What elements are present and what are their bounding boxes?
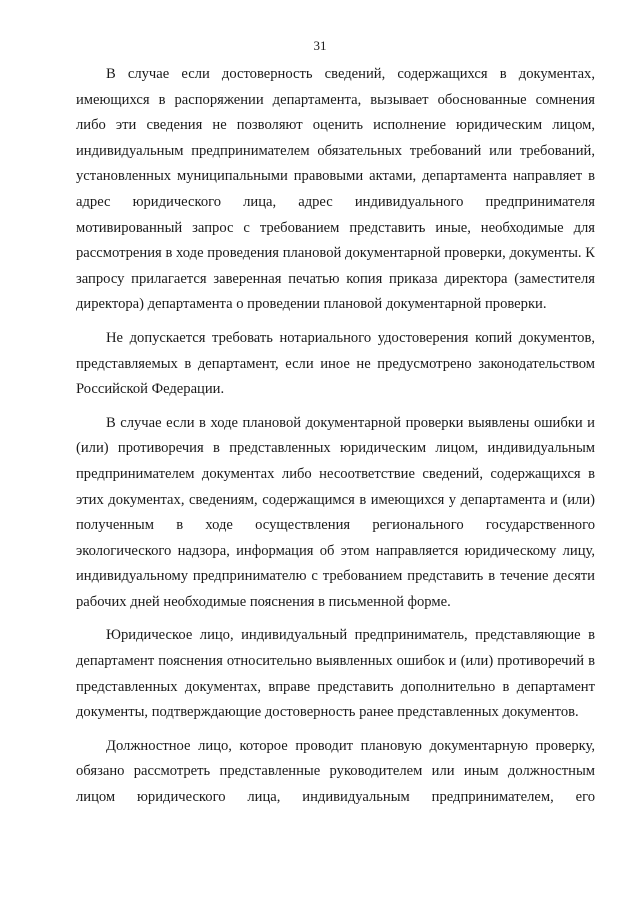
document-body [76,62,595,811]
paragraph-explanations: Юридическое лицо, индивидуальный предприниматель, представляющие в департамент пояснения относительно выявленных ошибок и (или) противоречий в представленных документах, вправе представить дополнительно в департамент документы, подтверждающие достоверность ранее представленных документов. [76,627,595,721]
paragraph-request-documents: В случае если достоверность сведений, содержащихся в документах, имеющихся в распоряжении департамента, вызывает обоснованные сомнения либо эти сведения не позволяют оценить исполнение юридическим лицом, индивидуальным предпринимателем обязательных требований или требований, установленных муниципальными правовыми актами, департамента направляет в адрес юридического лица, адрес индивидуального предпринимателя мотивированный запрос с требованием представить иные, необходимые для рассмотрения в ходе проведения плановой документарной проверки, документы. К запросу прилагается заверенная печатью копия приказа директора (заместителя директора) департамента о проведении плановой документарной проверки. [76,66,595,313]
page-number: 31 [313,38,327,53]
paragraph-errors-detected: В случае если в ходе плановой документарной проверки выявлены ошибки и (или) противоречия в представленных юридическим лицом, индивидуальным предпринимателем документах либо несоответствие сведений, содержащихся в этих документах, сведениям, содержащимся в имеющихся у департамента и (или) полученным в ходе осуществления регионального государственного экологического надзора, информация об этом направляется юридическому лицу, индивидуальному предпринимателю с требованием представить в течение десяти рабочих дней необходимые пояснения в письменной форме. [76,414,595,610]
paragraph-official-obligation: Должностное лицо, которое проводит плановую документарную проверку, обязано рассмотреть представленные руководителем или иным должностным лицом юридического лица, индивидуальным предпринимателем, его [76,737,595,806]
paragraph-no-notarization: Не допускается требовать нотариального удостоверения копий документов, представляемых в департамент, если иное не предусмотрено законодательством Российской Федерации. [76,329,595,398]
